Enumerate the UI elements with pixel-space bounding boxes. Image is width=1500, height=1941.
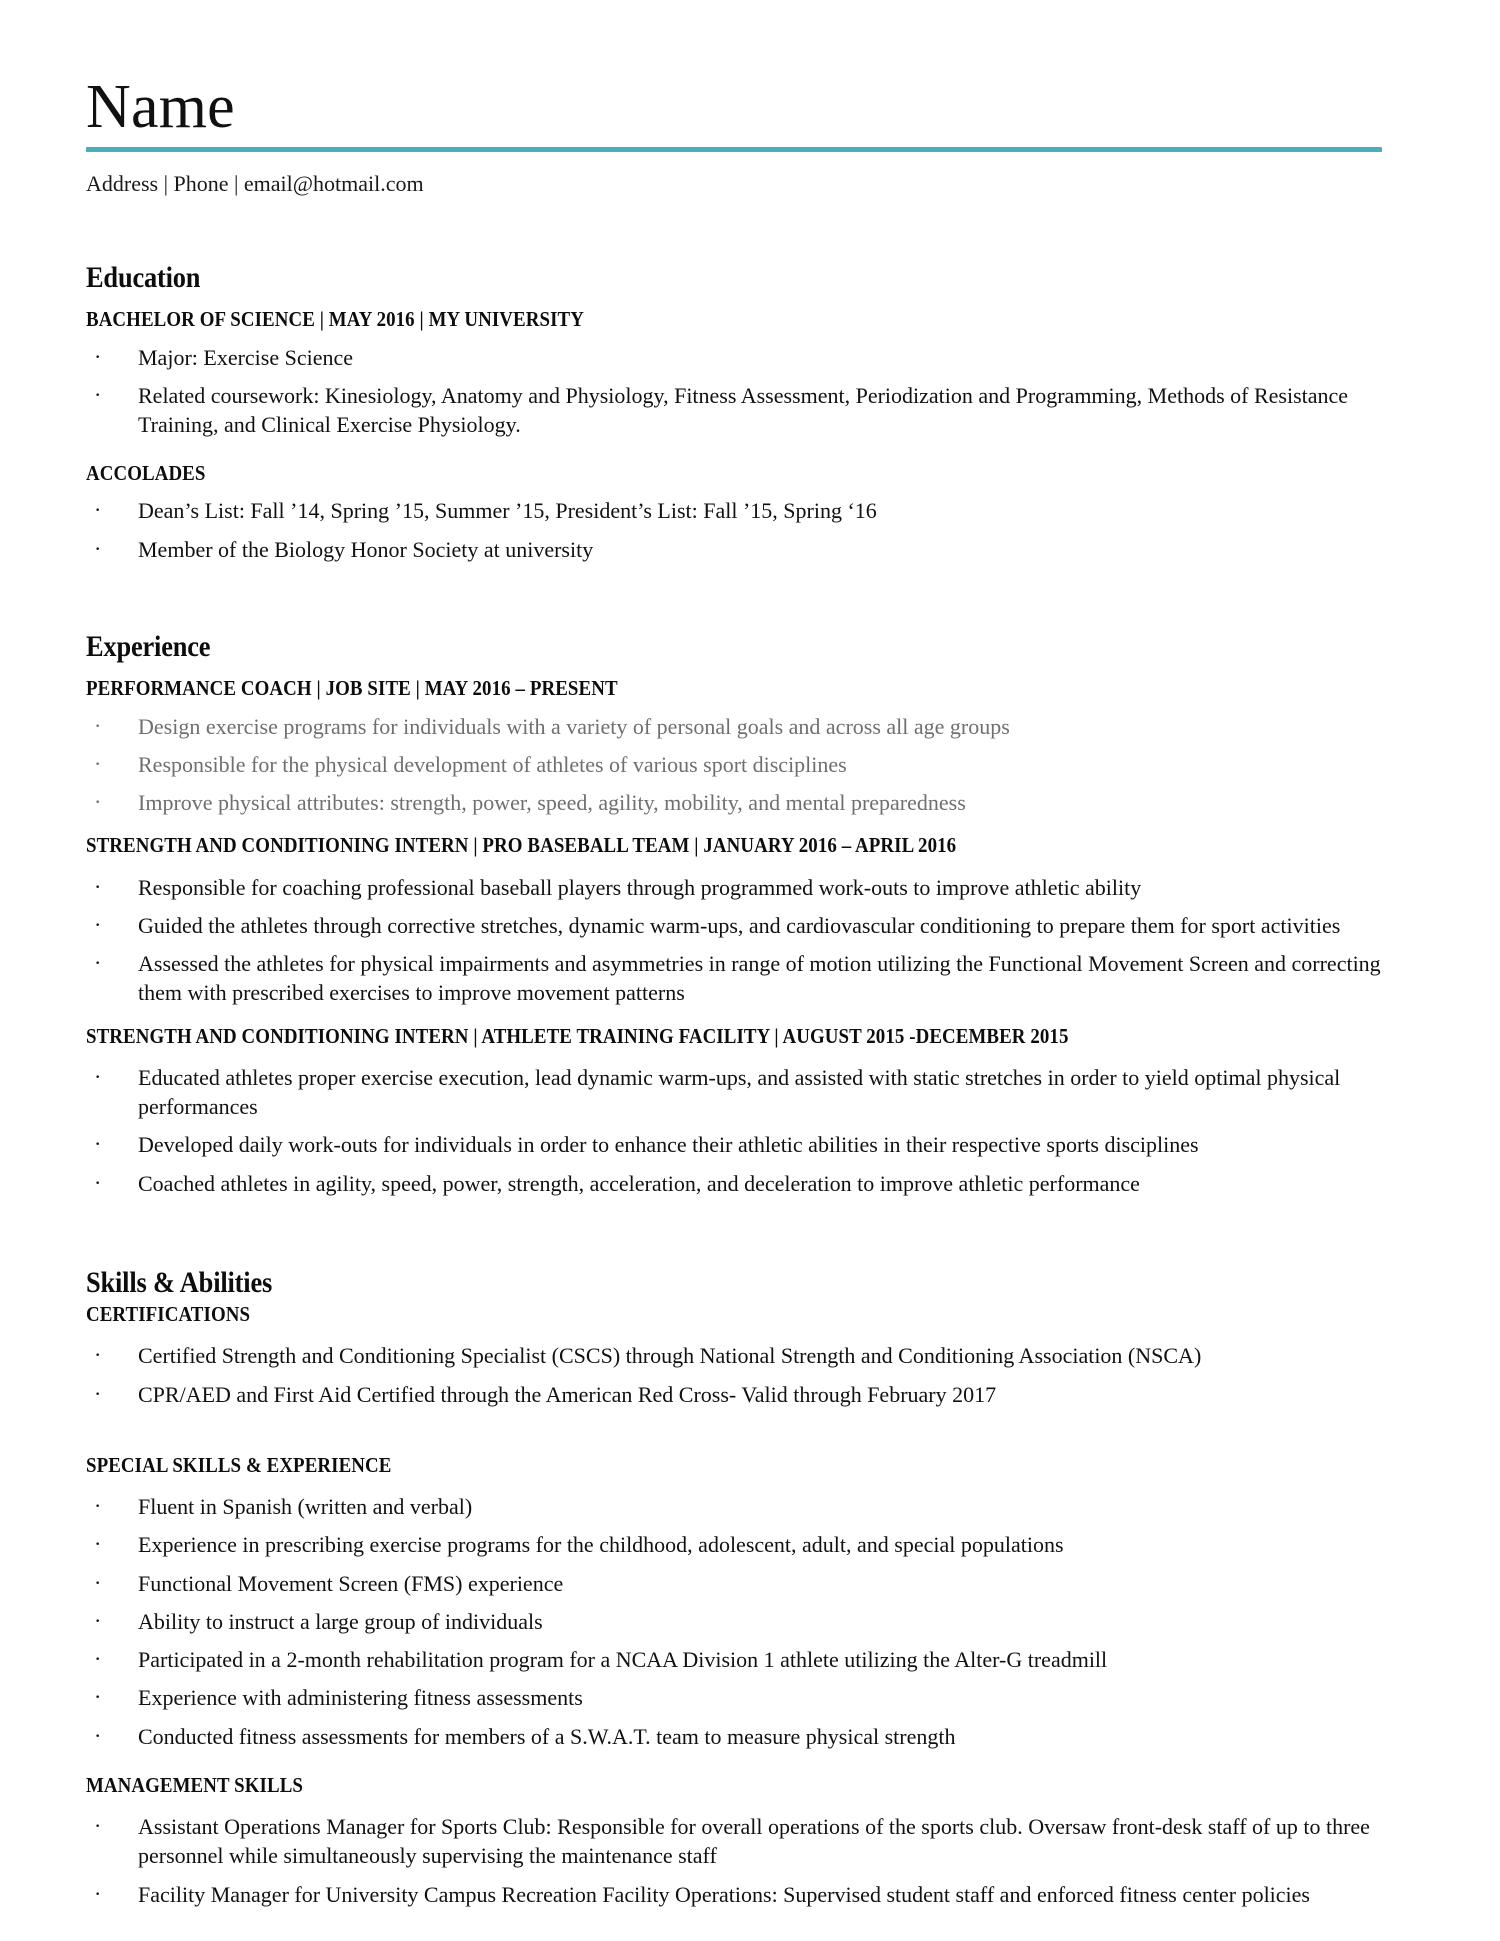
experience-job-bullets-3 [86, 1063, 1408, 1198]
experience-job-bullets-1 [86, 712, 1408, 818]
list-item: · Conducted fitness assessments for members of a S.W.A.T. team to measure physical strength [86, 1722, 1408, 1751]
skills-certifications-bullets [86, 1341, 1408, 1409]
education-accolades-bullets [86, 496, 1408, 564]
contact-line: Address | Phone | email@hotmail.com [86, 171, 424, 197]
list-item: · Member of the Biology Honor Society at university [86, 535, 1408, 564]
list-item: · Experience with administering fitness assessments [86, 1683, 1408, 1712]
list-item: · Design exercise programs for individuals with a variety of personal goals and across all age groups [86, 712, 1408, 741]
experience-job-bullets-2 [86, 873, 1408, 1008]
skills-management-heading: MANAGEMENT SKILLS [86, 1772, 303, 1797]
education-degree-bullets [86, 343, 1408, 440]
list-item: · Fluent in Spanish (written and verbal) [86, 1492, 1408, 1521]
experience-job-heading-1: PERFORMANCE COACH | JOB SITE | MAY 2016 – PRESENT [86, 676, 618, 701]
skills-certifications-heading: CERTIFICATIONS [86, 1302, 251, 1327]
list-item: · Experience in prescribing exercise programs for the childhood, adolescent, adult, and special populations [86, 1530, 1408, 1559]
experience-job-heading-3: STRENGTH AND CONDITIONING INTERN | ATHLETE TRAINING FACILITY | AUGUST 2015 -DECEMBER 2015 [86, 1023, 1069, 1048]
list-item: · Responsible for the physical development of athletes of various sport disciplines [86, 750, 1408, 779]
experience-job-heading-2: STRENGTH AND CONDITIONING INTERN | PRO BASEBALL TEAM | JANUARY 2016 – APRIL 2016 [86, 833, 957, 858]
header-divider [86, 147, 1382, 152]
list-item: · Functional Movement Screen (FMS) experience [86, 1569, 1408, 1598]
skills-special-heading: SPECIAL SKILLS & EXPERIENCE [86, 1452, 392, 1477]
list-item: · Assistant Operations Manager for Sports Club: Responsible for overall operations of the sports club. Oversaw front-desk staff of up to three personnel while simultaneously supervising the maintenance staff [86, 1812, 1408, 1871]
list-item: · Ability to instruct a large group of individuals [86, 1607, 1408, 1636]
list-item: · Coached athletes in agility, speed, power, strength, acceleration, and deceleration to improve athletic performance [86, 1169, 1408, 1198]
skills-special-bullets [86, 1492, 1408, 1751]
section-heading-skills: Skills & Abilities [86, 1265, 273, 1299]
list-item: · Responsible for coaching professional baseball players through programmed work-outs to improve athletic ability [86, 873, 1408, 902]
section-heading-education: Education [86, 260, 201, 294]
education-accolades-heading: ACCOLADES [86, 461, 206, 486]
list-item: · Dean’s List: Fall ’14, Spring ’15, Summer ’15, President’s List: Fall ’15, Spring ‘16 [86, 496, 1408, 525]
list-item: · Educated athletes proper exercise execution, lead dynamic warm-ups, and assisted with static stretches in order to yield optimal physical performances [86, 1063, 1408, 1122]
list-item: · Assessed the athletes for physical impairments and asymmetries in range of motion utilizing the Functional Movement Screen and correcting them with prescribed exercises to improve movement patterns [86, 949, 1408, 1008]
list-item: · Related coursework: Kinesiology, Anatomy and Physiology, Fitness Assessment, Periodization and Programming, Methods of Resistance Training, and Clinical Exercise Physiology. [86, 381, 1408, 440]
page-title: Name [86, 73, 235, 141]
list-item: · CPR/AED and First Aid Certified through the American Red Cross- Valid through February 2017 [86, 1380, 1408, 1409]
list-item: · Improve physical attributes: strength, power, speed, agility, mobility, and mental preparedness [86, 788, 1408, 817]
list-item: · Certified Strength and Conditioning Specialist (CSCS) through National Strength and Conditioning Association (NSCA) [86, 1341, 1408, 1370]
section-heading-experience: Experience [86, 629, 211, 663]
list-item: · Major: Exercise Science [86, 343, 1408, 372]
list-item: · Guided the athletes through corrective stretches, dynamic warm-ups, and cardiovascular conditioning to prepare them for sport activities [86, 911, 1408, 940]
list-item: · Facility Manager for University Campus Recreation Facility Operations: Supervised student staff and enforced fitness center policies [86, 1880, 1408, 1909]
list-item: · Developed daily work-outs for individuals in order to enhance their athletic abilities in their respective sports disciplines [86, 1130, 1408, 1159]
education-degree-heading: BACHELOR OF SCIENCE | MAY 2016 | MY UNIVERSITY [86, 307, 584, 332]
list-item: · Participated in a 2-month rehabilitation program for a NCAA Division 1 athlete utilizing the Alter-G treadmill [86, 1645, 1408, 1674]
skills-management-bullets [86, 1812, 1408, 1909]
resume-content [86, 0, 1408, 1918]
